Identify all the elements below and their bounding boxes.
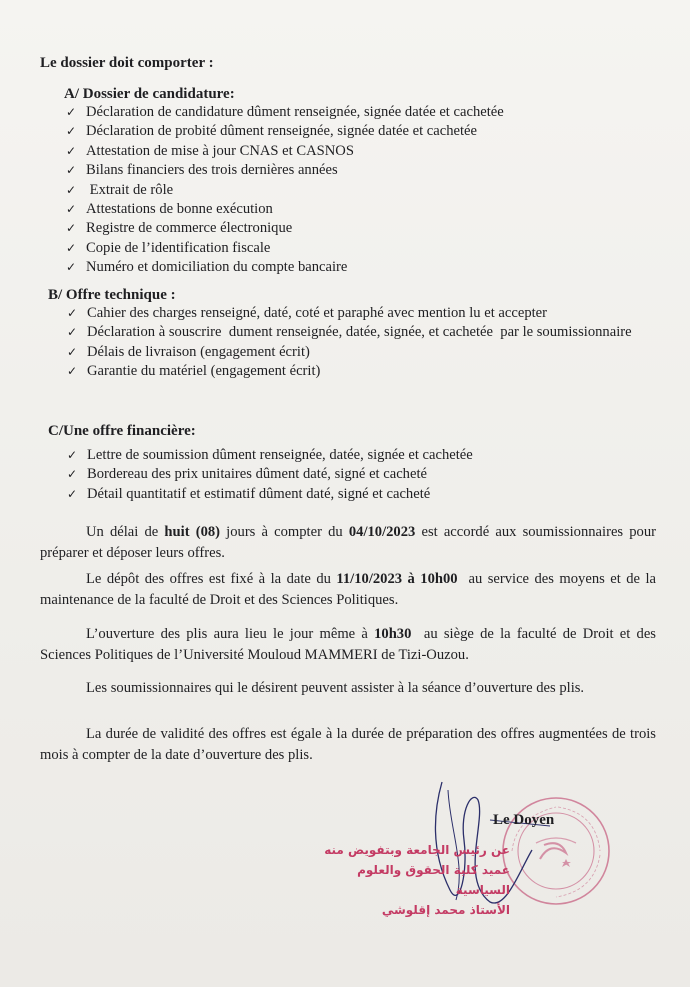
paragraph-deposit: Le dépôt des offres est fixé à la date du 11/10/2023 à 10h00 au service des moyens et de la maintenance de la faculté de Droit et des Sciences Politiques. [40,571,660,608]
list-item: ✓ Attestations de bonne exécution [66,200,504,219]
check-icon: ✓ [67,467,78,482]
check-icon: ✓ [66,240,77,255]
check-icon: ✓ [67,486,78,501]
list-item: ✓ Déclaration à souscrire dument renseignée, datée, signée, et cachetée par le soumissionnaire [67,323,656,342]
list-item: ✓ Registre de commerce électronique [66,219,504,238]
paragraph-opening: L’ouverture des plis aura lieu le jour même à 10h30 au siège de la faculté de Droit et des Sciences Politiques de l’Université Mouloud MAMMERI de Tizi-Ouzou. [40,626,660,663]
check-icon: ✓ [67,448,78,462]
check-icon: ✓ [66,105,77,119]
check-icon: ✓ [67,325,78,340]
section-c-list [67,446,473,504]
check-icon: ✓ [66,221,77,236]
list-item: ✓ Déclaration de candidature dûment renseignée, signée datée et cachetée [66,103,504,122]
list-item: ✓ Bilans financiers des trois dernières années [66,161,504,180]
list-item: ✓ Lettre de soumission dûment renseignée, datée, signée et cachetée [67,446,473,465]
check-icon: ✓ [66,124,77,139]
paragraph-attendance: Les soumissionnaires qui le désirent peuvent assister à la séance d’ouverture des plis. [86,680,585,696]
paragraph-delay: Un délai de huit (08) jours à compter du 04/10/2023 est accordé aux soumissionnaires pour préparer et déposer leurs offres. [40,524,656,561]
check-icon: ✓ [67,306,78,320]
paragraph-validity: La durée de validité des offres est égale à la durée de préparation des offres augmentées de trois mois à compter de la date d’ouverture des plis. [40,726,656,763]
section-a-title: A/ Dossier de candidature: [64,86,235,102]
list-item: ✓ Extrait de rôle [66,181,504,200]
signature-title: Le Doyen [493,812,555,828]
check-icon: ✓ [66,182,77,197]
check-icon: ✓ [66,202,77,217]
list-item: ✓ Détail quantitatif et estimatif dûment daté, signé et cacheté [67,485,473,504]
section-b-title: B/ Offre technique : [48,287,176,303]
check-icon: ✓ [67,344,78,359]
list-item: ✓ Garantie du matériel (engagement écrit) [67,362,656,381]
list-item: ✓ Attestation de mise à jour CNAS et CASNOS [66,142,504,161]
check-icon: ✓ [66,163,77,178]
list-item: ✓ Copie de l’identification fiscale [66,239,504,258]
section-b-list [67,304,656,382]
section-a-list [66,103,504,278]
section-c-title: C/Une offre financière: [48,423,196,439]
check-icon: ✓ [67,364,78,379]
check-icon: ✓ [66,143,77,158]
list-item: ✓ Déclaration de probité dûment renseignée, signée datée et cachetée [66,122,504,141]
list-item: ✓ Numéro et domiciliation du compte bancaire [66,258,504,277]
check-icon: ✓ [66,260,77,275]
dossier-heading: Le dossier doit comporter : [40,55,214,71]
list-item: ✓ Cahier des charges renseigné, daté, coté et paraphé avec mention lu et accepter [67,304,656,323]
list-item: ✓ Bordereau des prix unitaires dûment daté, signé et cacheté [67,465,473,484]
stamp-signature-text: عن رئيس الجامعة وبتفويض منه عميد كلية الحقوق والعلوم السياسية الأستاذ محمد إقلوشي [324,843,510,917]
list-item: ✓ Délais de livraison (engagement écrit) [67,343,656,362]
